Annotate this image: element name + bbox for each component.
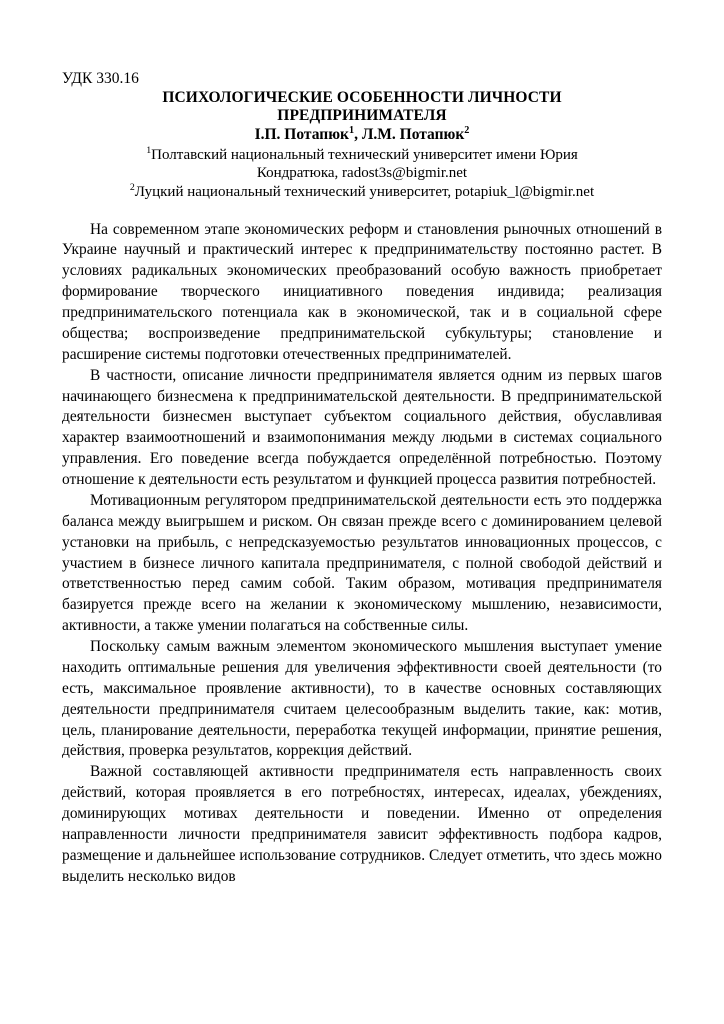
affiliation-first-line-2: Кондратюка, radost3s@bigmir.net bbox=[256, 164, 468, 181]
paragraph: Мотивационным регулятором предпринимательской деятельности есть это поддержка баланса между выигрышем и риском. Он связан прежде всего с доминированием целевой установки на прибыль, с непредсказуемостью результатов инновационных процессов, с участием в бизнесе личного капитала предпринимателя, с полной свободой действий и ответственностью перед самим собой. Таким образом, мотивация предпринимателя базируется прежде всего на желании к экономическому мышлению, независимости, активности, а также умении полагаться на собственные силы. bbox=[62, 491, 662, 635]
authors-separator: , Л.М. Потапюк bbox=[354, 126, 465, 144]
paragraph: На современном этапе экономических реформ и становления рыночных отношений в Украине научный и практический интерес к предпринимательству постоянно растет. В условиях радикальных экономических преобразований особую важность приобретает формирование творческого инициативного поведения индивида; реализация предпринимательского потенциала как в экономической, так и в социальной сфере общества; воспроизведение предпринимательской субкультуры; становление и расширение системы подготовки отечественных предпринимателей. bbox=[62, 220, 662, 363]
title-line-1: ПСИХОЛОГИЧЕСКИЕ ОСОБЕННОСТИ ЛИЧНОСТИ bbox=[162, 89, 562, 107]
affiliation-first-mark: 1 bbox=[146, 144, 152, 156]
paragraph: Поскольку самым важным элементом экономического мышления выступает умение находить оптимальные решения для увеличения эффективности своей деятельности (то есть, максимальное проявление активности), то в качестве основных составляющих деятельности предпринимателя считаем целесообразным выделить такие, как: мотив, цель, планирование деятельности, переработка текущей информации, принятие решения, действия, проверка результатов, коррекция действий. bbox=[62, 638, 662, 760]
title-line-2: ПРЕДПРИНИМАТЕЛЯ bbox=[277, 107, 447, 125]
authors bbox=[62, 126, 662, 144]
paragraph: Важной составляющей активности предпринимателя есть направленность своих действий, которая проявляется в его потребностях, интересах, идеалах, убеждениях, доминирующих мотивах деятельности и поведении. Именно от определения направленности личности предпринимателя зависит эффективность подбора кадров, размещение и дальнейшее использование сотрудников. Следует отметить, что здесь можно выделить несколько видов bbox=[62, 763, 662, 885]
affiliation-second bbox=[62, 183, 662, 201]
affiliation-second-line: Луцкий национальный технический университет, potapiuk_l@bigmir.net bbox=[134, 183, 595, 200]
author-first-affiliation-mark: 1 bbox=[348, 125, 355, 137]
affiliation-second-mark: 2 bbox=[129, 181, 135, 193]
affiliation-first bbox=[62, 146, 662, 182]
author-second-affiliation-mark: 2 bbox=[464, 125, 470, 137]
page-title bbox=[62, 89, 662, 125]
body-text bbox=[62, 220, 662, 888]
udk-code: УДК 330.16 bbox=[62, 70, 139, 87]
author-first: І.П. Потапюк bbox=[254, 126, 349, 144]
paragraph: В частности, описание личности предпринимателя является одним из первых шагов начинающего бизнесмена к предпринимательской деятельности. В предпринимательской деятельности бизнесмен выступает субъектом социального действия, обуславливая характер взаимоотношений и взаимопонимания между людьми в системах социального управления. Его поведение всегда побуждается определённой потребностью. Поэтому отношение к деятельности есть результатом и функцией процесса развития потребностей. bbox=[62, 366, 662, 488]
affiliation-first-line-1: Полтавский национальный технический университет имени Юрия bbox=[151, 146, 578, 163]
